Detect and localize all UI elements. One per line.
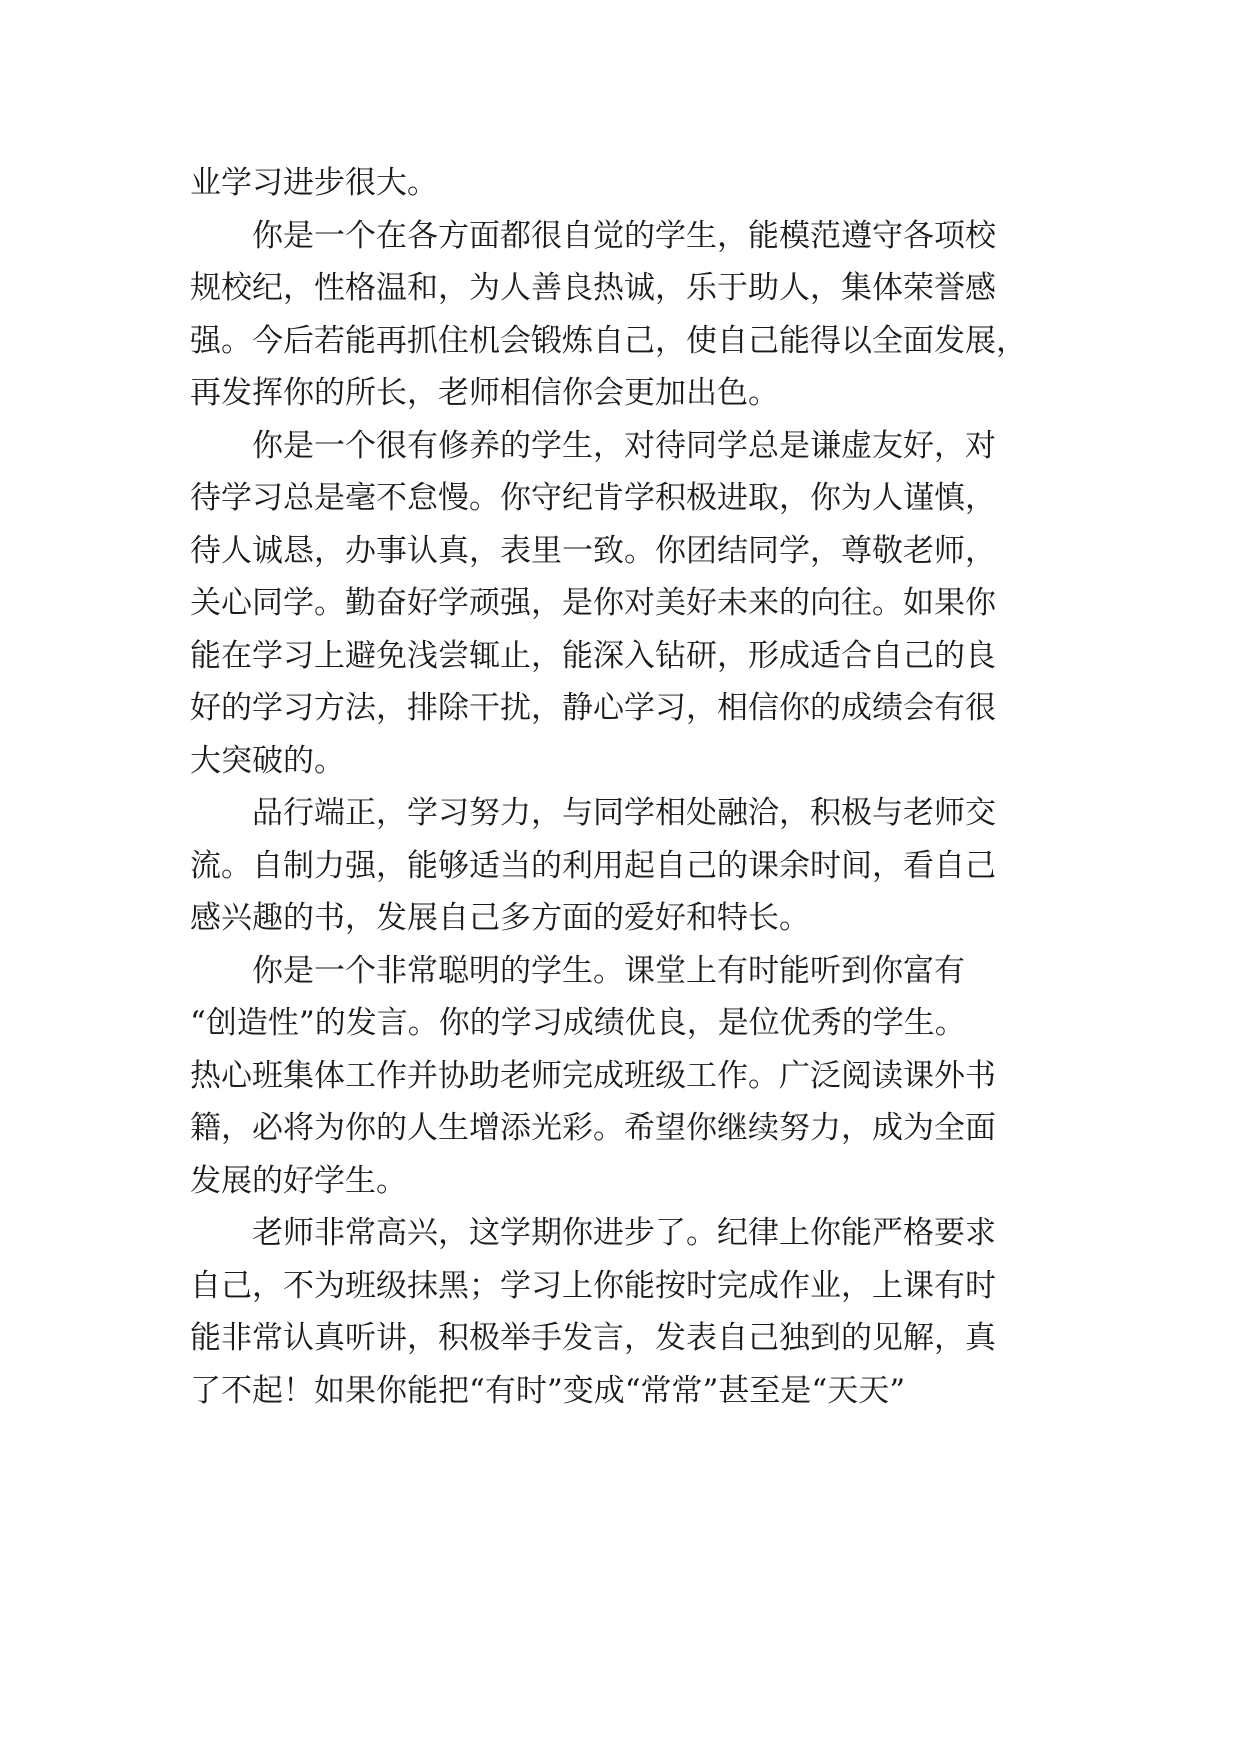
paragraph-line: 流。自制力强，能够适当的利用起自己的课余时间，看自己 (190, 847, 996, 884)
paragraph-line: 能非常认真听讲，积极举手发言，发表自己独到的见解，真 (190, 1320, 996, 1356)
paragraph-line: 你是一个在各方面都很自觉的学生，能模范遵守各项校 (252, 217, 996, 254)
paragraph-line: 了不起！如果你能把“有时”变成“常常”甚至是“天天” (190, 1372, 906, 1409)
paragraph-line: 待学习总是毫不怠慢。你守纪肯学积极进取，你为人谨慎， (190, 480, 996, 516)
paragraph-line: 籍，必将为你的人生增添光彩。希望你继续努力，成为全面 (190, 1110, 996, 1146)
paragraph-line: 自己，不为班级抹黑；学习上你能按时完成作业，上课有时 (190, 1267, 996, 1304)
paragraph-line: 规校纪，性格温和，为人善良热诚，乐于助人，集体荣誉感 (190, 270, 996, 306)
paragraph-line: 大突破的。 (190, 742, 345, 779)
paragraph-line: 待人诚恳，办事认真，表里一致。你团结同学，尊敬老师， (190, 532, 996, 569)
paragraph-line: 再发挥你的所长，老师相信你会更加出色。 (190, 375, 779, 411)
document-body (190, 157, 1058, 1417)
paragraph-line: 你是一个很有修养的学生，对待同学总是谦虚友好，对 (252, 427, 996, 464)
paragraph-line: “创造性”的发言。你的学习成绩优良，是位优秀的学生。 (190, 1005, 966, 1041)
paragraph-line: 感兴趣的书，发展自己多方面的爱好和特长。 (190, 900, 810, 936)
paragraph-line: 强。今后若能再抓住机会锻炼自己，使自己能得以全面发展， (190, 322, 1027, 359)
paragraph-line: 品行端正，学习努力，与同学相处融洽，积极与老师交 (252, 795, 996, 831)
paragraph-line: 关心同学。勤奋好学顽强，是你对美好未来的向往。如果你 (190, 585, 996, 621)
paragraph-line: 业学习进步很大。 (190, 165, 438, 201)
paragraph-line: 发展的好学生。 (190, 1162, 407, 1199)
paragraph-line: 你是一个非常聪明的学生。课堂上有时能听到你富有 (252, 952, 965, 989)
paragraph-line: 能在学习上避免浅尝辄止，能深入钻研，形成适合自己的良 (190, 637, 996, 674)
paragraph-line: 好的学习方法，排除干扰，静心学习，相信你的成绩会有很 (190, 690, 996, 726)
paragraph-line: 热心班集体工作并协助老师完成班级工作。广泛阅读课外书 (190, 1057, 996, 1094)
paragraph-line: 老师非常高兴，这学期你进步了。纪律上你能严格要求 (252, 1215, 996, 1251)
